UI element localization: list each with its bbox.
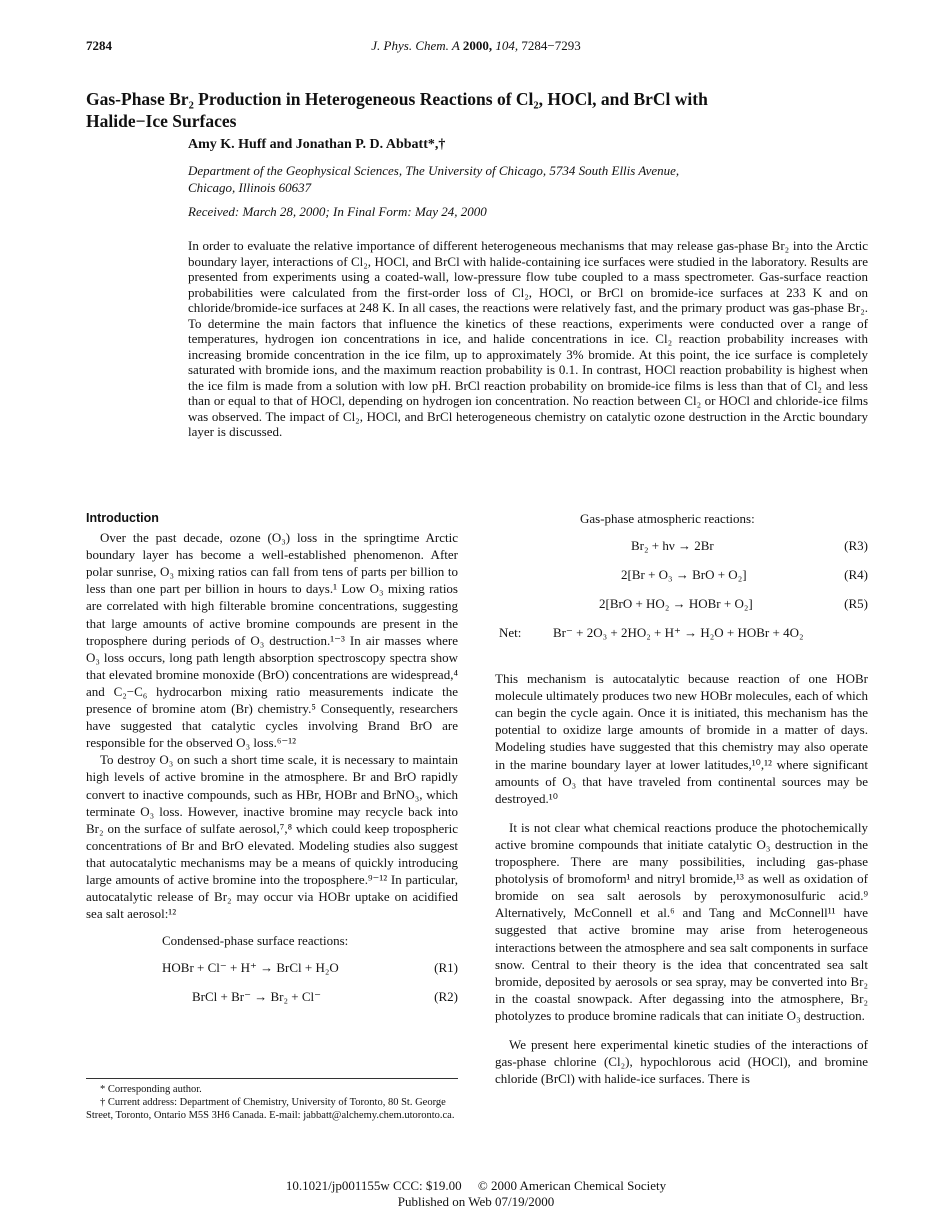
reaction-r4	[495, 566, 868, 595]
page-footer	[0, 1178, 952, 1210]
page-number: 7284	[86, 38, 112, 53]
intro-paragraph-2: To destroy O₃ on such a short time scale, it is necessary to maintain high levels of active bromine in the atmosphere. Br and BrO rapidly convert to inactive compounds, such as HBr, HOBr and BrNO₃, which terminate O₃ loss. However, inactive bromine may recycle back into Br₂ on the surface of sulfate aerosol,⁷,⁸ which could keep tropospheric concentrations of Br and BrO elevated. Modeling studies also suggest that autocatalytic mechanisms may be a means of quickly introducing large amounts of active bromine into the troposphere.⁹⁻¹² In particular, autocatalytic release of Br₂ may occur via HOBr uptake on acidified sea salt aerosol:¹²	[86, 752, 458, 922]
footer-published-date: Published on Web 07/19/2000	[397, 1194, 555, 1209]
reaction-r5-label: (R5)	[844, 596, 868, 612]
reaction-r4-label: (R4)	[844, 567, 868, 583]
right-column	[495, 510, 868, 1087]
footnote-corresponding-author: * Corresponding author.	[100, 1084, 202, 1095]
condensed-phase-reactions	[86, 932, 458, 1017]
gas-phase-reactions	[495, 510, 868, 664]
article-title	[86, 88, 876, 132]
received-dates: Received: March 28, 2000; In Final Form: May 24, 2000	[188, 204, 487, 219]
title-line-1: Gas-Phase Br₂ Production in Heterogeneous Reactions of Cl₂, HOCl, and BrCl with	[86, 89, 708, 109]
right-paragraph-2: It is not clear what chemical reactions produce the photochemically active bromine compounds that initiate catalytic O₃ destruction in the troposphere. There are many possibilities, including gas-phase photolysis of bromoform¹ and nitryl bromide,¹³ as well as oxidation of bromide on sea salt aerosols by peroxymonosulfuric acid.⁹ Alternatively, McConnell et al.⁶ and Tang and McConnell¹¹ have suggested that active bromine may arise from heterogeneous interactions between the atmosphere and sea salt components in surface snow. Central to their theory is the idea that concentrated sea salt bromide, deposited by aerosols or sea spray, may be converted into Br₂ in the coastal snowpack. After degassing into the atmosphere, Br₂ photolyzes to produce bromine radicals that can initiate O₃ destruction.	[495, 819, 868, 1023]
footnotes	[86, 1078, 458, 1122]
left-column	[86, 510, 458, 1023]
reaction-r1-label: (R1)	[434, 960, 458, 976]
footnote-current-address: † Current address: Department of Chemistry, University of Toronto, 80 St. George Street, Toronto, Ontario M5S 3H6 Canada. E-mail: jabbatt@alchemy.chem.utoronto.ca.	[86, 1097, 455, 1121]
reaction-r3-label: (R3)	[844, 538, 868, 554]
journal-name: J. Phys. Chem. A	[371, 38, 460, 53]
reaction-r1-equation: HOBr + Cl⁻ + H⁺ → BrCl + H₂O	[162, 960, 339, 976]
reaction-r2	[86, 988, 458, 1017]
title-line-2: Halide−Ice Surfaces	[86, 111, 237, 131]
reaction-r4-equation: 2[Br + O₃ → BrO + O₂]	[621, 567, 747, 583]
net-reaction	[495, 624, 868, 664]
footer-doi-copyright: 10.1021/jp001155w CCC: $19.00 © 2000 American Chemical Society	[285, 1178, 667, 1193]
net-reaction-label: Net:	[499, 625, 522, 641]
journal-year: 2000,	[462, 38, 493, 53]
authors: Amy K. Huff and Jonathan P. D. Abbatt*,†	[188, 137, 446, 152]
journal-volume: 104,	[495, 38, 519, 53]
condensed-phase-heading: Condensed-phase surface reactions:	[162, 933, 349, 949]
reaction-r5-equation: 2[BrO + HO₂ → HOBr + O₂]	[599, 596, 753, 612]
journal-citation	[86, 38, 866, 54]
journal-pages: 7284−7293	[521, 38, 581, 53]
section-heading-introduction: Introduction	[86, 511, 159, 525]
affiliation-line-1: Department of the Geophysical Sciences, The University of Chicago, 5734 South Ellis Avenue,	[188, 163, 680, 178]
reaction-r3	[495, 537, 868, 566]
gas-phase-heading: Gas-phase atmospheric reactions:	[580, 511, 755, 526]
affiliation-line-2: Chicago, Illinois 60637	[188, 180, 312, 195]
right-paragraph-3: We present here experimental kinetic studies of the interactions of gas-phase chlorine (Cl₂), hypochlorous acid (HOCl), and bromine chloride (BrCl) with halide-ice surfaces. There is	[495, 1036, 868, 1087]
abstract: In order to evaluate the relative importance of different heterogeneous mechanisms that may release gas-phase Br₂ into the Arctic boundary layer, interactions of Cl₂, HOCl, and BrCl with halide-containing ice surfaces were studied in the laboratory. Results are presented from experiments using a coated-wall, low-pressure flow tube coupled to a mass spectrometer. Gas-surface reaction probabilities were calculated from the first-order loss of Cl₂, HOCl, or BrCl on bromide-ice surfaces at 233 K and on chloride/bromide-ice surfaces at 248 K. In all cases, the reactions were relatively fast, and the primary product was gas-phase Br₂. To determine the main factors that influence the kinetics of these reactions, experiments were conducted over a range of temperatures, hydrogen ion concentrations in ice, and halide concentrations in ice. Cl₂ reaction probability increases with increasing bromide concentration in the ice film, up to approximately 3% bromide. At this point, the ice surface is completely saturated with bromide ions, and the maximum reaction probability is 0.1. In contrast, HOCl reaction probability is highest when the ice film is made from a solution with low pH. BrCl reaction probability on bromide-ice films is less than that of Cl₂ and less than or equal to that of HOCl, depending on hydrogen ion concentration. No reaction between Cl₂ or HOCl and chloride-ice films was observed. The impact of Cl₂, HOCl, and BrCl heterogeneous chemistry on catalytic ozone destruction in the Arctic boundary layer is discussed.	[188, 238, 868, 439]
affiliation	[188, 162, 828, 196]
reaction-r1	[86, 959, 458, 988]
reaction-r3-equation: Br₂ + hν → 2Br	[631, 538, 714, 554]
right-paragraph-1: This mechanism is autocatalytic because reaction of one HOBr molecule ultimately produces two new HOBr molecules, each of which can begin the cycle again. Once it is initiated, this mechanism has the potential to oxidize large amounts of bromide in a matter of days. Modeling studies have suggested that this chemistry may also operate in the marine boundary layer at lower latitudes,¹⁰,¹² where significant amounts of O₃ that have traveled from continental sources may be destroyed.¹⁰	[495, 671, 868, 806]
reaction-r5	[495, 595, 868, 624]
intro-paragraph-1: Over the past decade, ozone (O₃) loss in the springtime Arctic boundary layer has become a well-established phenomenon. After polar sunrise, O₃ mixing ratios can fall from tens of parts per billion to less than one part per billion in hours to days.¹ Low O₃ mixing ratios are correlated with high filterable bromine concentrations, suggesting that large amounts of active bromine compounds are present in the troposphere during periods of O₃ destruction.¹⁻³ In air masses where O₃ loss occurs, long path length absorption spectroscopy spectra show that elevated bromine monoxide (BrO) concentrations are widespread,⁴ and C₂−C₆ hydrocarbon mixing ratio measurements indicate the presence of bromine atom (Br) chemistry.⁵ Consequently, researchers have suggested that catalytic cycles involving Brand BrO are responsible for the observed O₃ loss.⁶⁻¹²	[86, 530, 458, 751]
reaction-r2-equation: BrCl + Br⁻ → Br₂ + Cl⁻	[192, 989, 321, 1005]
net-reaction-equation: Br⁻ + 2O₃ + 2HO₂ + H⁺ → H₂O + HOBr + 4O₂	[553, 625, 804, 641]
reaction-r2-label: (R2)	[434, 989, 458, 1005]
